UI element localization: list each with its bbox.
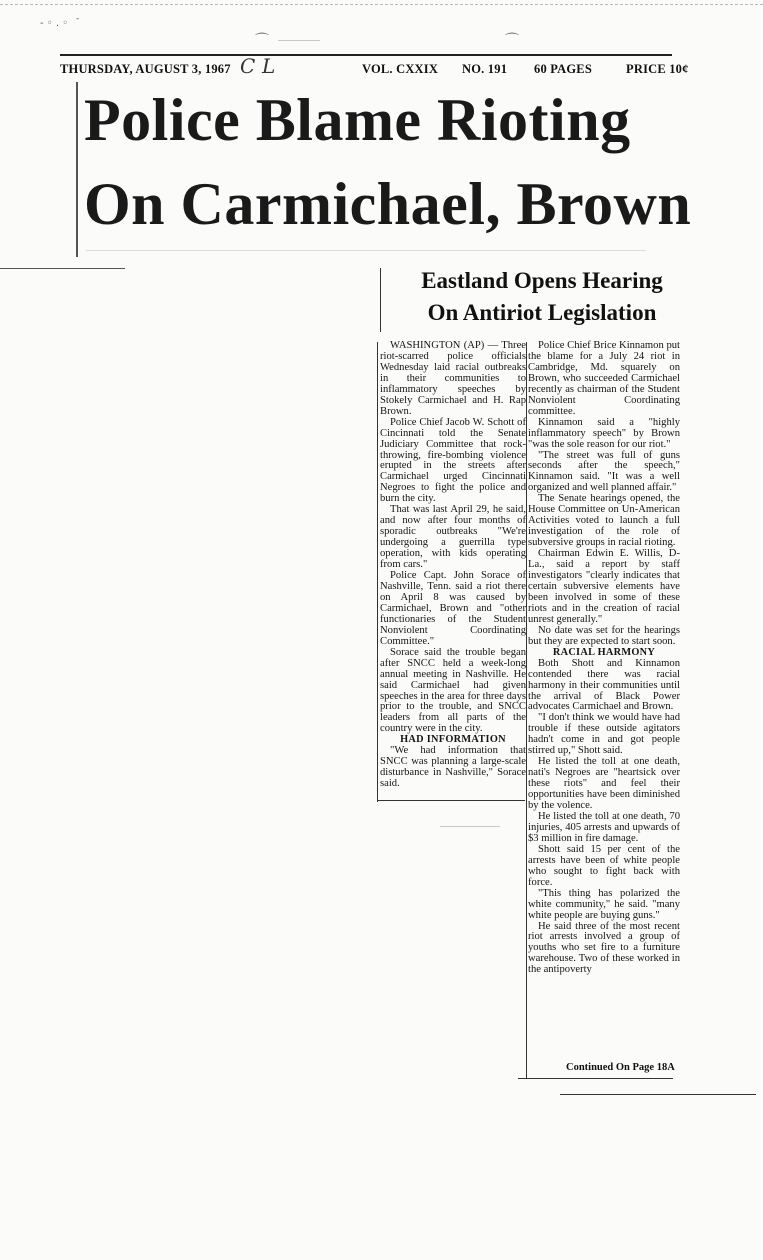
article-paragraph: "The street was full of guns seconds after the speech," Kinnamon said. "It was a well organized and well planned affair." [528,449,680,494]
margin-mark: - ◦ . ◦ [40,18,69,29]
left-column-rule [377,342,378,802]
article-end-rule [518,1078,673,1079]
headline-line-2: On Carmichael, Brown [84,171,692,237]
volume-number: VOL. CXXIX [362,62,439,76]
headline-rule [0,268,125,269]
left-column-end-rule [377,800,525,801]
article-paragraph: Kinnamon said a "highly inflammatory speech" by Brown "was the sole reason for our riot." [528,416,680,450]
article-paragraph: He listed the toll at one death, 70 injuries, 405 arrests and upwards of $3 million in fire damage. [528,810,680,844]
article-paragraph: The Senate hearings opened, the House Committee on Un-American Activities voted to launch a full investigation of the role of subversive groups in racial rioting. [528,493,680,549]
article-paragraph: That was last April 29, he said, and now after four months of sporadic outbreaks "We're undergoing a guerrilla type operation, with kids operating from cars." [380,504,526,571]
handwritten-initials: C L [240,54,276,78]
smudge-line [278,40,320,41]
article-paragraph: "This thing has polarized the white community," he said. "many white people are buying guns." [528,887,680,921]
ink-mark: ⌒ [505,33,519,49]
article-paragraph: He listed the toll at one death, nati's Negroes are "heartsick over these riots" and feel their opportunities have been diminished by the volence. [528,756,680,812]
issue-number: NO. 191 [462,62,508,76]
article-subhead: RACIAL HARMONY [552,646,656,658]
subheadline-line-1: Eastland Opens Hearing [421,268,663,293]
headline-block [76,82,692,257]
article-subhead: HAD INFORMATION [400,734,506,746]
price: PRICE 10¢ [626,62,689,76]
article-paragraph: He said three of the most recent riot arrests involved a group of youths who set fire to a furniture warehouse. Two of these worked in the antipoverty [528,920,680,976]
subheadline-line-2: On Antiriot Legislation [427,300,657,325]
smudge-line [440,826,500,827]
article-paragraph: WASHINGTON (AP) — Three riot-scarred police officials Wednesday laid racial outbreaks in their communities to inflammatory speeches by Stokely Carmichael and H. Rap Brown. [380,340,526,417]
column-divider [526,342,527,1078]
article-paragraph: "We had information that SNCC was planning a large-scale disturbance in Nashville," Sorace said. [380,745,526,790]
article-paragraph: "I don't think we would have had trouble if these outside agitators hadn't come in and got people stirred up," Shott said. [528,712,680,757]
article-paragraph: Police Chief Brice Kinnamon put the blame for a July 24 riot in Cambridge, Md. squarely on Brown, who succeeded Carmichael recently as chairman of the Student Nonviolent Coordinating committee. [528,340,680,417]
page-count: 60 PAGES [534,62,592,76]
scan-edge [0,0,763,5]
headline-line-1: Police Blame Rioting [84,87,631,153]
article-paragraph: Police Capt. John Sorace of Nashville, Tenn. said a riot there on April 8 was caused by Carmichael, Brown and "other functionaries of the Student Nonviolent Coordinating Committee." [380,570,526,647]
article-end-rule-2 [560,1094,756,1095]
ink-mark: ⌒ [255,33,269,49]
issue-date: THURSDAY, AUGUST 3, 1967 [60,62,231,76]
article-paragraph: Shott said 15 per cent of the arrests have been of white people who sought to fight back with force. [528,843,680,888]
smudge-line [86,250,646,251]
margin-tick: - [76,14,80,24]
article-paragraph: No date was set for the hearings but they are expected to start soon. [528,624,680,647]
masthead [60,54,689,80]
article-paragraph: Sorace said the trouble began after SNCC held a week-long annual meeting in Nashville. He said Carmichael had given speeches in the area for three days prior to the trouble, and SNCC leaders from all parts of the country were in the city. [380,646,526,735]
article-left-column [380,341,526,790]
article-paragraph: Both Shott and Kinnamon contended there was racial harmony in their communities until the arrival of Black Power advocates Carmichael and Brown. [528,657,680,713]
subhead-rule [380,268,381,332]
article-paragraph: Police Chief Jacob W. Schott of Cincinnati told the Senate Judiciary Committee that rock-throwing, fire-bombing violence erupted in the streets after Carmichael urged Cincinnati Negroes to fight the police and burn the city. [380,416,526,505]
article-right-column [528,341,680,976]
article-paragraph: Chairman Edwin E. Willis, D-La., said a report by staff investigators "clearly indicates that certain subversive elements have been involved in some of these riots and in the creation of racial unrest generally." [528,548,680,625]
continued-note: Continued On Page 18A [566,1062,675,1073]
